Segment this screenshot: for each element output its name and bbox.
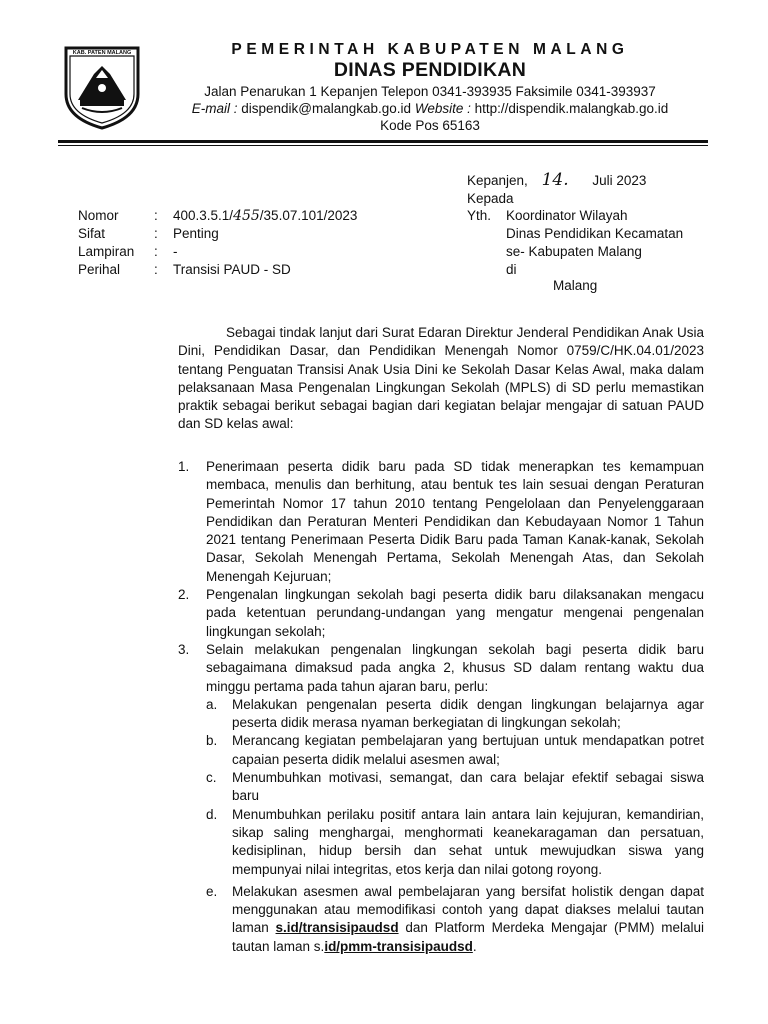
perihal-value: Transisi PAUD - SD (173, 262, 291, 277)
handwritten-day: 14. (541, 170, 569, 190)
government-title: PEMERINTAH KABUPATEN MALANG (231, 41, 629, 58)
letter-date: Kepanjen, 14. Juli 2023 (467, 170, 647, 190)
list-item: 2. Pengenalan lingkungan sekolah bagi peserta didik baru dilaksanakan mengacu pada ketentuan perundang-undangan yang mengatur mengenai pengenalan lingkungan sekolah; (178, 587, 704, 639)
letterhead (150, 40, 710, 134)
email-link[interactable]: dispendik@malangkab.go.id (241, 101, 412, 116)
website-label: Website : (414, 101, 471, 116)
nomor-label: Nomor (78, 208, 119, 223)
intro-paragraph: Sebagai tindak lanjut dari Surat Edaran Direktur Jenderal Pendidikan Anak Usia Dini, Pendidikan Dasar, dan Pendidikan Menengah Nomor 0759/C/HK.04.01/2023 tentang Penguatan Transisi Anak Usia Dini ke Sekolah Dasar Kelas Awal, maka dalam pelaksanaan Masa Pengenalan Lingkungan Sekolah (MPLS) di SD perlu memastikan praktik sebagai berikut sebagai bagian dari kegiatan belajar mengajar di satuan PAUD dan SD kelas awal: (178, 325, 704, 432)
nomor-colon: : (154, 208, 158, 223)
instruction-list (178, 458, 704, 956)
transisipaudsd-link[interactable]: s.id/transisipaudsd (275, 920, 399, 936)
recipient-line-3: se- Kabupaten Malang (506, 244, 642, 259)
sifat-colon: : (154, 226, 158, 241)
sub-list-item: e. Melakukan asesmen awal pembelajaran yang bersifat holistik dengan dapat menggunakan atau memodifikasi contoh yang dapat diakses melalui tautan laman s.id/transisipaudsd dan Platform Merdeka Mengajar (PMM) melalui tautan laman s.id/pmm-transisipaudsd. (206, 883, 704, 954)
recipient-city: Malang (553, 278, 598, 293)
nomor-value: 400.3.5.1/455/35.07.101/2023 (173, 208, 358, 224)
recipient-di: di (506, 262, 517, 277)
email-label: E-mail : (191, 101, 238, 116)
sub-list-item: d. Menumbuhkan perilaku positif antara lain antara lain kejujuran, kemandirian, sikap saling menghargai, menghormati keanekaragaman dan persatuan, kedisiplinan, hidup bersih dan sehat untuk mewujudkan siswa yang mempunyai nilai integritas, etos kerja dan nilai gotong royong. (206, 806, 704, 877)
letterhead-rule-thin (58, 145, 708, 146)
letterhead-rule-thick (58, 140, 708, 143)
recipient-line-1: Koordinator Wilayah (506, 208, 628, 223)
kabupaten-malang-logo-icon (62, 44, 142, 130)
sub-list-item: a. Melakukan pengenalan peserta didik dengan lingkungan belajarnya agar peserta didik merasa nyaman berkegiatan di lingkungan sekolah; (206, 696, 704, 731)
perihal-label: Perihal (78, 262, 121, 277)
list-item: 3. Selain melakukan pengenalan lingkungan sekolah bagi peserta didik baru sebagaimana dimaksud pada angka 2, khusus SD dalam rentang waktu dua minggu pertama pada tahun ajaran baru, perlu: (178, 641, 704, 694)
sub-list-item: b. Merancang kegiatan pembelajaran yang bertujuan untuk mendapatkan potret capaian peserta didik melalui asesmen awal; (206, 733, 704, 767)
postal-code: Kode Pos 65163 (380, 118, 480, 133)
list-item: 1. Penerimaan peserta didik baru pada SD tidak menerapkan tes kemampuan membaca, menulis dan berhitung, atau bentuk tes lain sesuai dengan Peraturan Pemerintah Nomor 17 tahun 2010 tentang Pengelolaan dan Penyelenggaraan Pendidikan dan Peraturan Menteri Pendidikan dan Kebudayaan Nomor 1 Tahun 2021 tentang Penerimaan Peserta Didik Baru pada Taman Kanak-kanak, Sekolah Dasar, Sekolah Menengah Pertama, Sekolah Menengah Atas, dan Sekolah Menengah Kejuruan; (178, 459, 704, 584)
sifat-value: Penting (173, 226, 219, 241)
website-link[interactable]: http://dispendik.malangkab.go.id (474, 101, 669, 116)
address-line: Jalan Penarukan 1 Kepanjen Telepon 0341-393935 Faksimile 0341-393937 (204, 84, 656, 99)
svg-text:KAB. PATEN MALANG: KAB. PATEN MALANG (72, 50, 132, 56)
sifat-label: Sifat (78, 226, 106, 241)
contact-line (150, 100, 710, 117)
yth-label: Yth. (467, 208, 492, 223)
office-title: DINAS PENDIDIKAN (333, 59, 527, 81)
handwritten-number: 455 (233, 208, 260, 224)
recipient-line-2: Dinas Pendidikan Kecamatan (506, 226, 684, 241)
pmm-transisipaudsd-link[interactable]: id/pmm-transisipaudsd (324, 938, 473, 954)
sub-list-item: c. Menumbuhkan motivasi, semangat, dan cara belajar efektif sebagai siswa baru (206, 770, 704, 804)
lampiran-label: Lampiran (78, 244, 135, 259)
lampiran-colon: : (154, 244, 158, 259)
lampiran-value: - (173, 244, 178, 259)
kepada-label: Kepada (467, 191, 514, 206)
perihal-colon: : (154, 262, 158, 277)
